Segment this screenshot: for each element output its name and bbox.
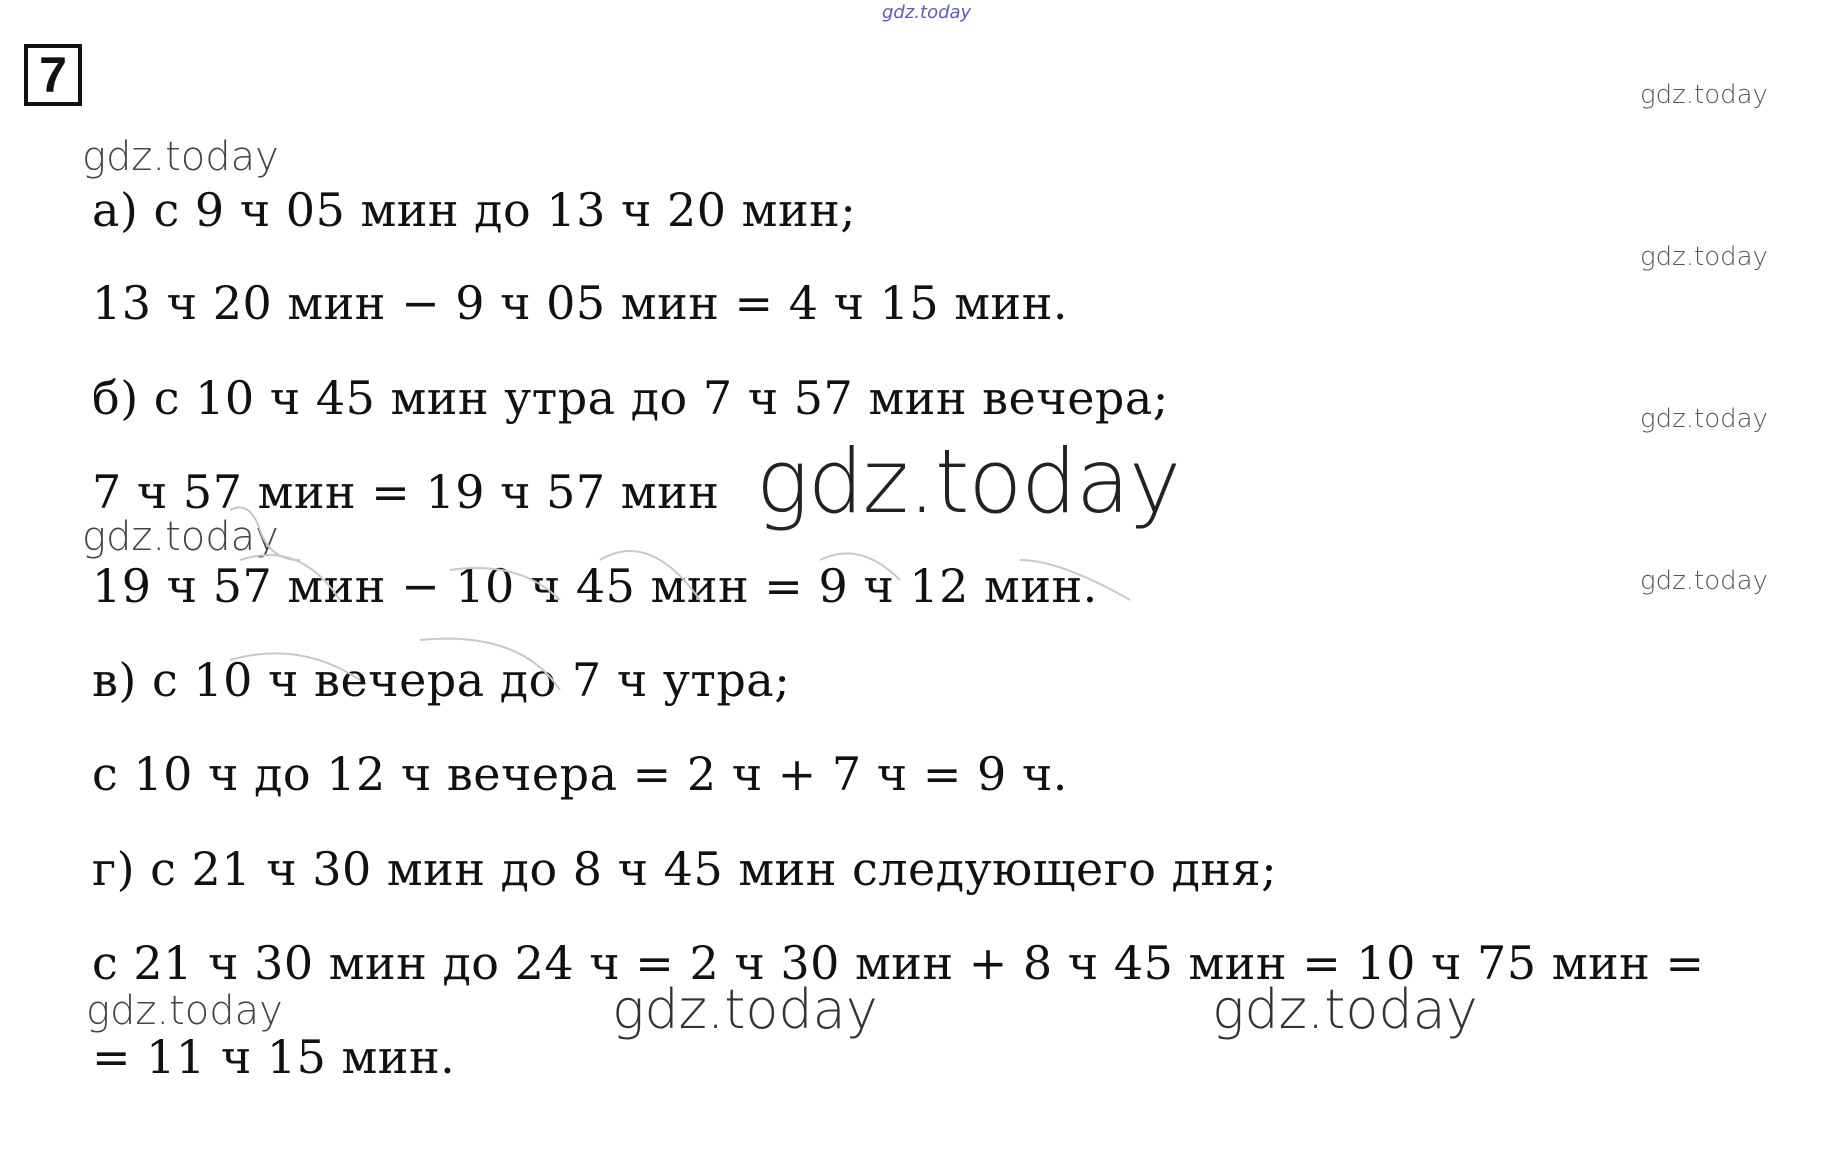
line-b-solution: 19 ч 57 мин − 10 ч 45 мин = 9 ч 12 мин.: [92, 559, 1098, 613]
watermark-bottom-center: gdz.today: [612, 978, 878, 1041]
line-c-condition: в) с 10 ч вечера до 7 ч утра;: [92, 653, 791, 707]
line-a-condition: а) с 9 ч 05 мин до 13 ч 20 мин;: [92, 183, 857, 237]
watermark-left-1: gdz.today: [82, 134, 279, 180]
watermark-left-2: gdz.today: [82, 514, 279, 560]
line-a-solution: 13 ч 20 мин − 9 ч 05 мин = 4 ч 15 мин.: [92, 276, 1068, 330]
watermark-right-4: gdz.today: [1640, 566, 1768, 596]
line-d-condition: г) с 21 ч 30 мин до 8 ч 45 мин следующего дня;: [92, 842, 1278, 896]
watermark-right-3: gdz.today: [1640, 404, 1768, 434]
watermark-center-big: gdz.today: [756, 430, 1181, 533]
line-d-result: = 11 ч 15 мин.: [92, 1030, 456, 1084]
watermark-bottom-right: gdz.today: [1212, 978, 1478, 1041]
line-b-condition: б) с 10 ч 45 мин утра до 7 ч 57 мин вечера;: [92, 371, 1169, 425]
watermark-right-2: gdz.today: [1640, 242, 1768, 272]
line-d-solution: с 21 ч 30 мин до 24 ч = 2 ч 30 мин + 8 ч 45 мин = 10 ч 75 мин =: [92, 936, 1705, 990]
watermark-left-3: gdz.today: [86, 988, 283, 1034]
watermark-top: gdz.today: [882, 2, 972, 23]
problem-number: 7: [24, 44, 82, 106]
watermark-right-1: gdz.today: [1640, 80, 1768, 110]
line-c-solution: с 10 ч до 12 ч вечера = 2 ч + 7 ч = 9 ч.: [92, 747, 1068, 801]
line-b-conversion: 7 ч 57 мин = 19 ч 57 мин: [92, 465, 720, 519]
